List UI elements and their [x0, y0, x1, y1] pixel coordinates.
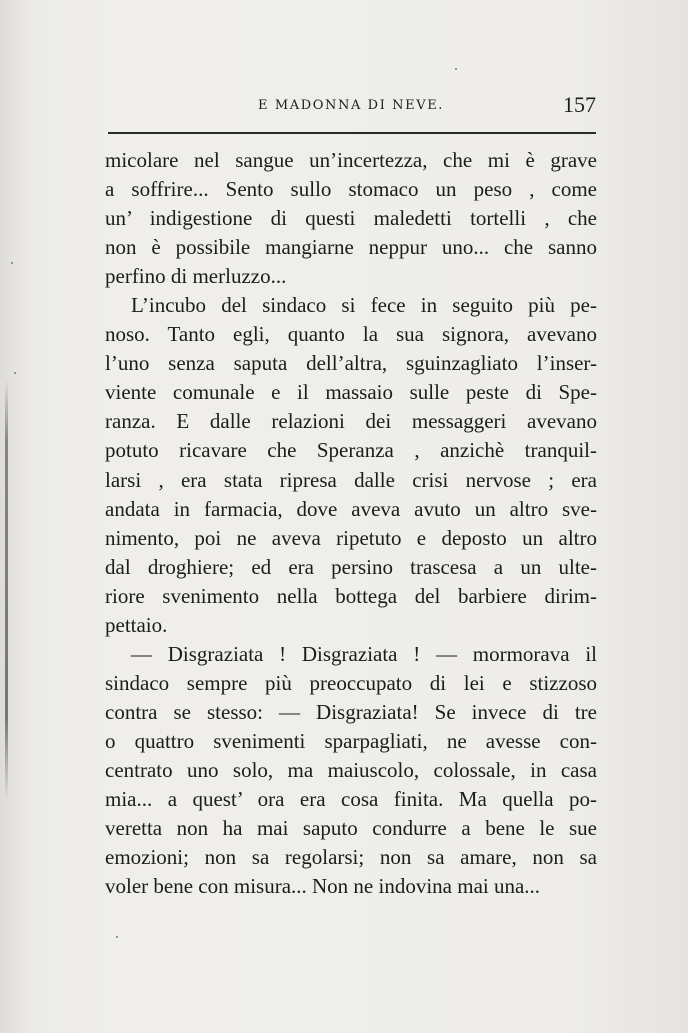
paper-speck — [14, 372, 16, 374]
text-line: nimento, poi ne aveva ripetuto e deposto un altro — [105, 525, 597, 550]
text-line: sindaco sempre più preoccupato di lei e stizzoso — [105, 670, 597, 695]
text-line: emozioni; non sa regolarsi; non sa amare, non sa — [105, 845, 597, 870]
text-line: riore svenimento nella bottega del barbiere dirim- — [105, 583, 597, 608]
text-line: viente comunale e il massaio sulle peste di Spe- — [105, 380, 597, 405]
text-line: — Disgraziata ! Disgraziata ! — mormorava il — [131, 641, 597, 666]
text-line: micolare nel sangue un’incertezza, che mi è grave — [105, 148, 597, 172]
text-line: pettaio. — [105, 612, 168, 637]
text-line: andata in farmacia, dove aveva avuto un altro sve- — [105, 496, 597, 521]
text-line: dal droghiere; ed era persino trascesa a un ulte- — [105, 554, 597, 579]
text-line: o quattro svenimenti sparpagliati, ne avesse con- — [105, 728, 597, 753]
running-title: E MADONNA DI NEVE. — [258, 98, 445, 113]
paper-speck — [455, 68, 457, 70]
text-line: potuto ricavare che Speranza , anzichè tranquil- — [105, 438, 597, 463]
page-number: 157 — [563, 92, 596, 117]
text-line: un’ indigestione di questi maledetti tortelli , che — [105, 206, 597, 231]
text-line: non è possibile mangiarne neppur uno... che sanno — [105, 235, 597, 260]
text-line: contra se stesso: — Disgraziata! Se invece di tre — [105, 699, 597, 724]
body-text — [105, 146, 597, 901]
text-line: mia... a quest’ ora era cosa finita. Ma quella po- — [105, 787, 597, 812]
text-line: noso. Tanto egli, quanto la sua signora, avevano — [105, 322, 597, 347]
text-line: veretta non ha mai saputo condurre a bene le sue — [105, 816, 597, 841]
text-line: voler bene con misura... Non ne indovina mai una... — [105, 874, 541, 899]
page-header — [108, 92, 596, 120]
text-line: perfino di merluzzo... — [105, 264, 287, 289]
paper-speck — [116, 936, 118, 938]
text-line: centrato uno solo, ma maiuscolo, colossale, in casa — [105, 757, 597, 782]
header-rule — [108, 132, 596, 134]
text-line: l’uno senza saputa dell’altra, sguinzagliato l’inser- — [105, 351, 597, 376]
text-line: ranza. E dalle relazioni dei messaggeri avevano — [105, 409, 597, 434]
page-binding-edge — [5, 380, 8, 800]
text-line: L’incubo del sindaco si fece in seguito più pe- — [131, 293, 597, 318]
text-line: a soffrire... Sento sullo stomaco un peso , come — [105, 177, 597, 202]
text-line: larsi , era stata ripresa dalle crisi nervose ; era — [105, 467, 597, 492]
paper-speck — [11, 262, 13, 264]
